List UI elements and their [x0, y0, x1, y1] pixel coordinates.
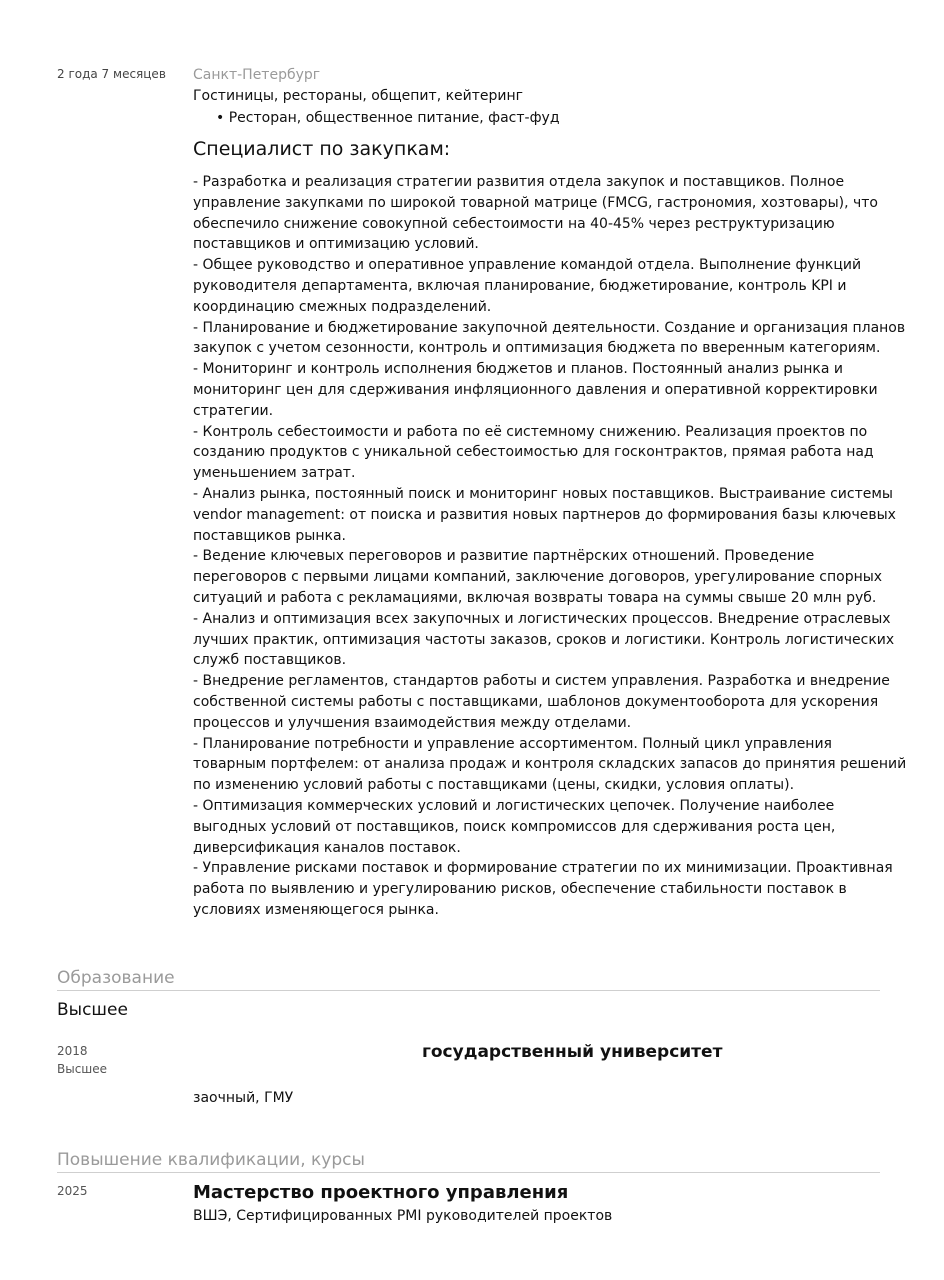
education-year: 2018: [57, 1044, 88, 1058]
description-line: координацию смежных подразделений.: [193, 298, 492, 315]
description-line: - Оптимизация коммерческих условий и логистических цепочек. Получение наиболее: [193, 797, 835, 814]
experience-subindustry: • Ресторан, общественное питание, фаст-фуд: [216, 110, 560, 126]
redaction-block: [740, 1040, 760, 1066]
redaction-block: [193, 1036, 421, 1082]
description-line: обеспечило снижение совокупной себестоимости на 40-45% через реструктуризацию: [193, 215, 835, 232]
education-institution: государственный университет: [422, 1042, 723, 1062]
description-line: ситуаций и работа с рекламациями, включая возвраты товара на суммы свыше 20 млн руб.: [193, 589, 877, 606]
description-line: уменьшением затрат.: [193, 465, 356, 482]
description-line: созданию продуктов с уникальной себестоимостью для госконтрактов, прямая работа над: [193, 444, 874, 461]
courses-heading: Повышение квалификации, курсы: [57, 1150, 365, 1170]
description-line: лучших практик, оптимизация частоты заказов, сроков и логистики. Контроль логистических: [193, 631, 895, 648]
description-line: процессов и улучшения взаимодействия между отделами.: [193, 714, 632, 731]
experience-position: Специалист по закупкам:: [193, 138, 451, 160]
description-line: выгодных условий от поставщиков, поиск компромиссов для сдерживания роста цен,: [193, 818, 836, 835]
description-line: - Ведение ключевых переговоров и развитие партнёрских отношений. Проведение: [193, 548, 815, 565]
education-heading: Образование: [57, 968, 175, 988]
description-line: собственной системы работы с поставщиками, шаблонов документооборота для ускорения: [193, 693, 879, 710]
description-line: по изменению условий работы с поставщиками (цены, скидки, условия оплаты).: [193, 777, 795, 794]
description-line: товарным портфелем: от анализа продаж и контроля складских запасов до принятия решений: [193, 756, 907, 773]
description-line: поставщиков рынка.: [193, 527, 346, 544]
description-line: - Общее руководство и оперативное управление командой отдела. Выполнение функций: [193, 257, 862, 274]
description-line: мониторинг цен для сдерживания инфляционного давления и оперативной корректировки: [193, 381, 878, 398]
description-line: - Анализ рынка, постоянный поиск и мониторинг новых поставщиков. Выстраивание системы: [193, 485, 893, 502]
experience-description: [193, 172, 907, 921]
course-title: Мастерство проектного управления: [193, 1182, 569, 1203]
description-line: - Планирование потребности и управление ассортиментом. Полный цикл управления: [193, 735, 832, 752]
description-line: управление закупками по широкой товарной матрице (FMCG, гастрономия, хозтовары), что: [193, 194, 878, 211]
description-line: поставщиков и оптимизацию условий.: [193, 236, 479, 253]
description-line: переговоров с первыми лицами компаний, заключение договоров, урегулирование спорных: [193, 569, 883, 586]
education-divider: [57, 990, 880, 991]
courses-divider: [57, 1172, 880, 1173]
description-line: - Внедрение регламентов, стандартов работы и систем управления. Разработка и внедрение: [193, 673, 890, 690]
description-line: работа по выявлению и урегулированию рисков, обеспечение стабильности поставок в: [193, 881, 847, 898]
description-line: закупок с учетом сезонности, контроль и оптимизация бюджета по вверенным категориям.: [193, 340, 881, 357]
description-line: vendor management: от поиска и развития новых партнеров до формирования базы ключевых: [193, 506, 896, 523]
description-line: диверсификация каналов поставок.: [193, 839, 461, 856]
description-line: служб поставщиков.: [193, 652, 347, 669]
education-level: Высшее: [57, 1000, 128, 1020]
description-line: - Контроль себестоимости и работа по её системному снижению. Реализация проектов по: [193, 423, 868, 440]
course-year: 2025: [57, 1184, 88, 1198]
description-line: условиях изменяющегося рынка.: [193, 901, 439, 918]
description-line: - Планирование и бюджетирование закупочной деятельности. Создание и организация планов: [193, 319, 906, 336]
description-line: - Разработка и реализация стратегии развития отдела закупок и поставщиков. Полное: [193, 174, 845, 190]
experience-industry: Гостиницы, рестораны, общепит, кейтеринг: [193, 88, 524, 104]
education-details: заочный, ГМУ: [193, 1090, 294, 1106]
description-line: стратегии.: [193, 402, 274, 419]
experience-city: Санкт-Петербург: [193, 67, 321, 83]
experience-duration: 2 года 7 месяцев: [57, 67, 166, 81]
description-line: - Мониторинг и контроль исполнения бюджетов и планов. Постоянный анализ рынка и: [193, 361, 844, 378]
course-organization: ВШЭ, Сертифицированных PMI руководителей проектов: [193, 1208, 613, 1224]
description-line: - Управление рисками поставок и формирование стратегии по их минимизации. Проактивная: [193, 860, 893, 877]
description-line: руководителя департамента, включая планирование, бюджетирование, контроль KPI и: [193, 277, 847, 294]
description-line: - Анализ и оптимизация всех закупочных и логистических процессов. Внедрение отраслевых: [193, 610, 891, 627]
education-degree: Высшее: [57, 1062, 108, 1076]
